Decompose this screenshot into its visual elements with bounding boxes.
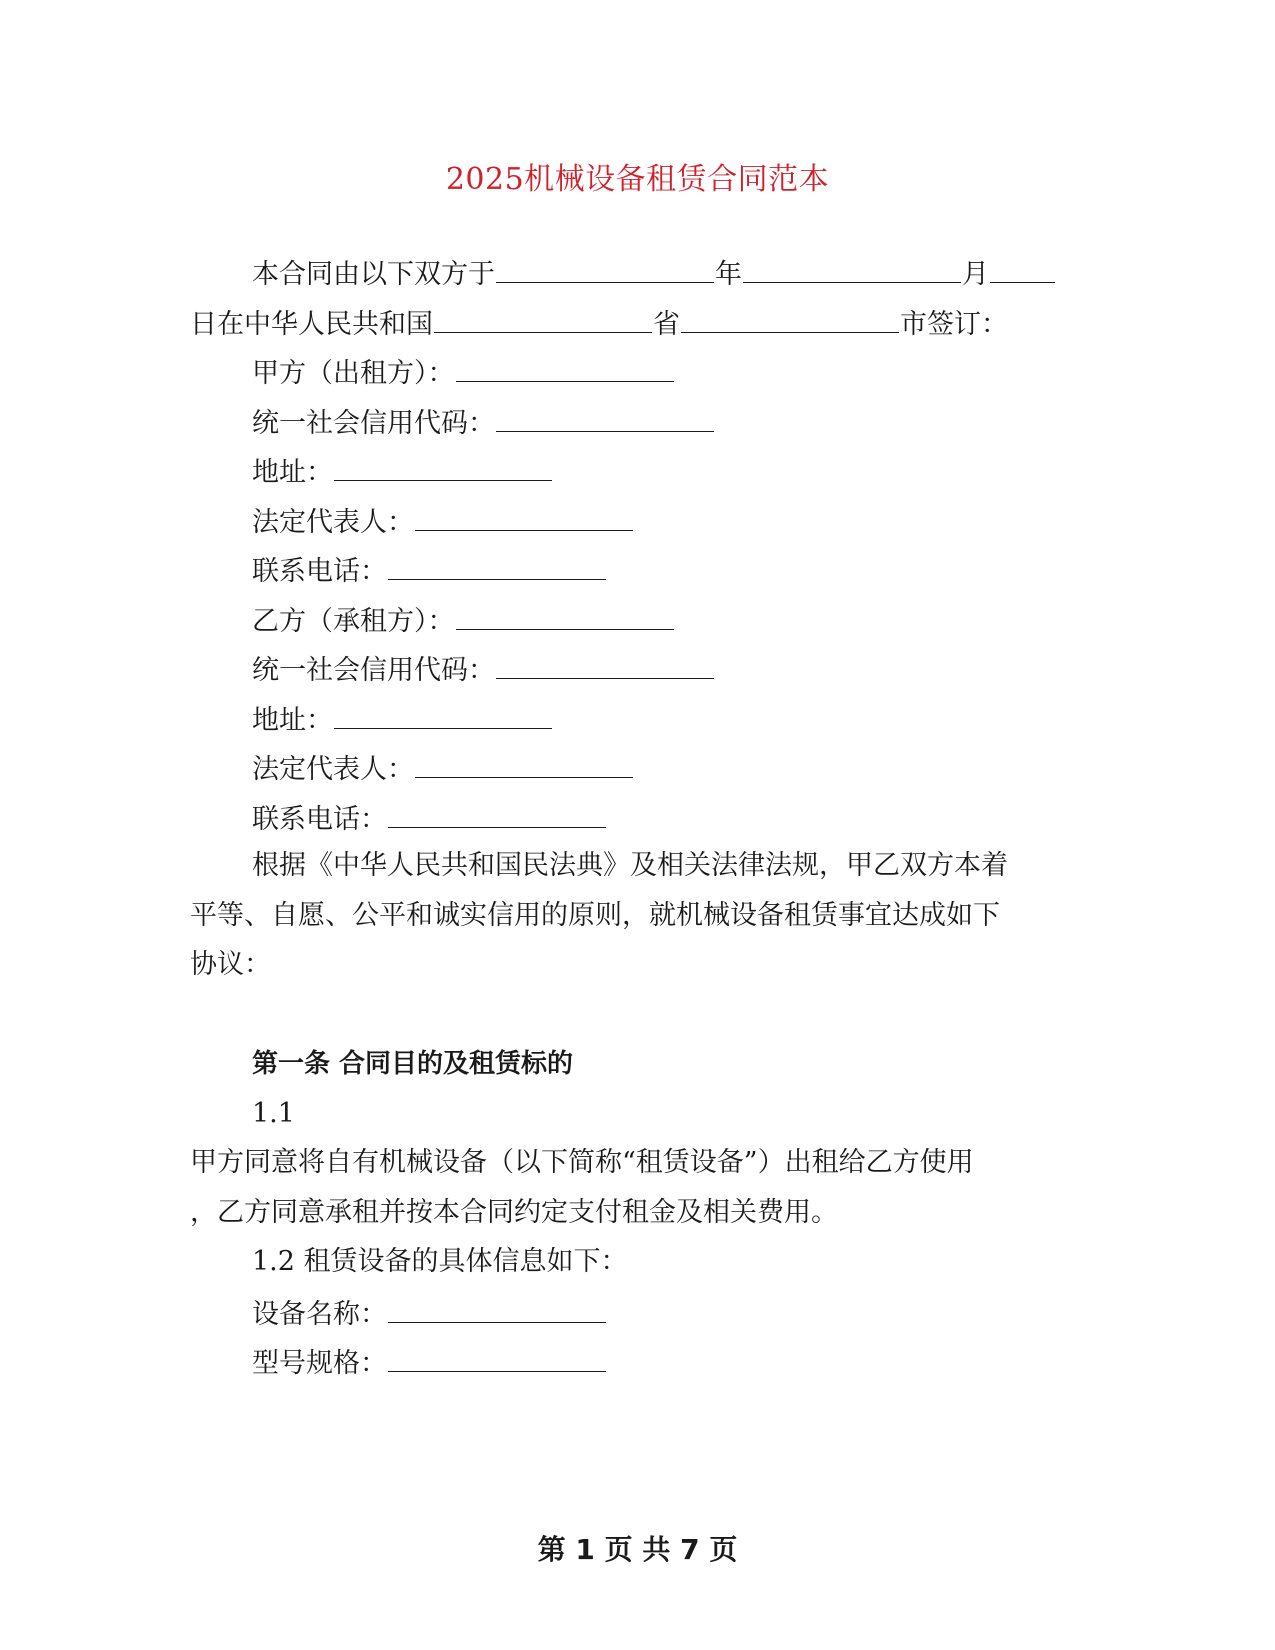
party-b-phone-blank[interactable] [388,799,606,828]
basis-line-3: 协议： [190,949,271,980]
intro-text: 本合同由以下双方于 [252,259,495,290]
party-a-credit-code-row [252,403,715,442]
party-a-address-row [252,452,553,491]
party-a-phone-row [252,551,607,590]
intro-city-text: 市签订： [900,309,1008,340]
city-blank[interactable] [681,304,899,333]
party-a-legal-rep-row [252,502,634,541]
party-b-name-blank[interactable] [456,601,674,630]
page-footer: 第 1 页 共 7 页 [537,1533,738,1566]
document-title: 2025机械设备租赁合同范本 [445,162,830,197]
year-blank[interactable] [496,254,714,283]
party-b-address-label: 地址： [252,705,333,736]
party-b-address-blank[interactable] [334,700,552,729]
basis-line-2: 平等、自愿、公平和诚实信用的原则，就机械设备租赁事宜达成如下 [190,900,1000,931]
clause-1-1-line-1: 甲方同意将自有机械设备（以下简称“租赁设备”）出租给乙方使用 [190,1147,974,1178]
equipment-name-label: 设备名称： [252,1299,387,1330]
party-a-name-row [252,353,675,392]
model-spec-label: 型号规格： [252,1348,387,1379]
equipment-name-blank[interactable] [388,1294,606,1323]
clause-1-2: 1.2 租赁设备的具体信息如下： [252,1246,628,1277]
party-a-legal-rep-label: 法定代表人： [252,507,414,538]
intro-day-text: 日在中华人民共和国 [190,309,433,340]
party-a-phone-label: 联系电话： [252,556,387,587]
party-a-name-label: 甲方（出租方）： [252,358,455,389]
party-b-legal-rep-blank[interactable] [415,749,633,778]
intro-month-text: 月 [962,259,989,290]
party-b-name-row [252,601,675,640]
province-blank[interactable] [434,304,652,333]
party-b-address-row [252,700,553,739]
party-b-name-label: 乙方（承租方）： [252,606,455,637]
intro-line-1 [252,254,1056,293]
clause-1-1-number: 1.1 [252,1098,295,1129]
party-a-credit-code-label: 统一社会信用代码： [252,408,495,439]
party-a-name-blank[interactable] [456,353,674,382]
equipment-name-row [252,1294,607,1333]
model-spec-blank[interactable] [388,1343,606,1372]
party-b-phone-label: 联系电话： [252,804,387,835]
basis-line-1: 根据《中华人民共和国民法典》及相关法律法规，甲乙双方本着 [252,850,1008,881]
party-a-legal-rep-blank[interactable] [415,502,633,531]
intro-year-text: 年 [715,259,742,290]
party-b-credit-code-blank[interactable] [496,650,714,679]
intro-line-2 [190,304,1008,343]
article-1-heading: 第一条 合同目的及租赁标的 [252,1049,574,1079]
party-a-address-blank[interactable] [334,452,552,481]
party-b-legal-rep-label: 法定代表人： [252,754,414,785]
party-b-credit-code-label: 统一社会信用代码： [252,655,495,686]
clause-1-1-line-2: ，乙方同意承租并按本合同约定支付租金及相关费用。 [190,1197,838,1228]
party-a-phone-blank[interactable] [388,551,606,580]
party-a-address-label: 地址： [252,457,333,488]
party-b-credit-code-row [252,650,715,689]
party-b-phone-row [252,799,607,838]
party-a-credit-code-blank[interactable] [496,403,714,432]
party-b-legal-rep-row [252,749,634,788]
month-blank[interactable] [743,254,961,283]
day-blank[interactable] [990,254,1055,283]
intro-province-text: 省 [653,309,680,340]
model-spec-row [252,1343,607,1382]
